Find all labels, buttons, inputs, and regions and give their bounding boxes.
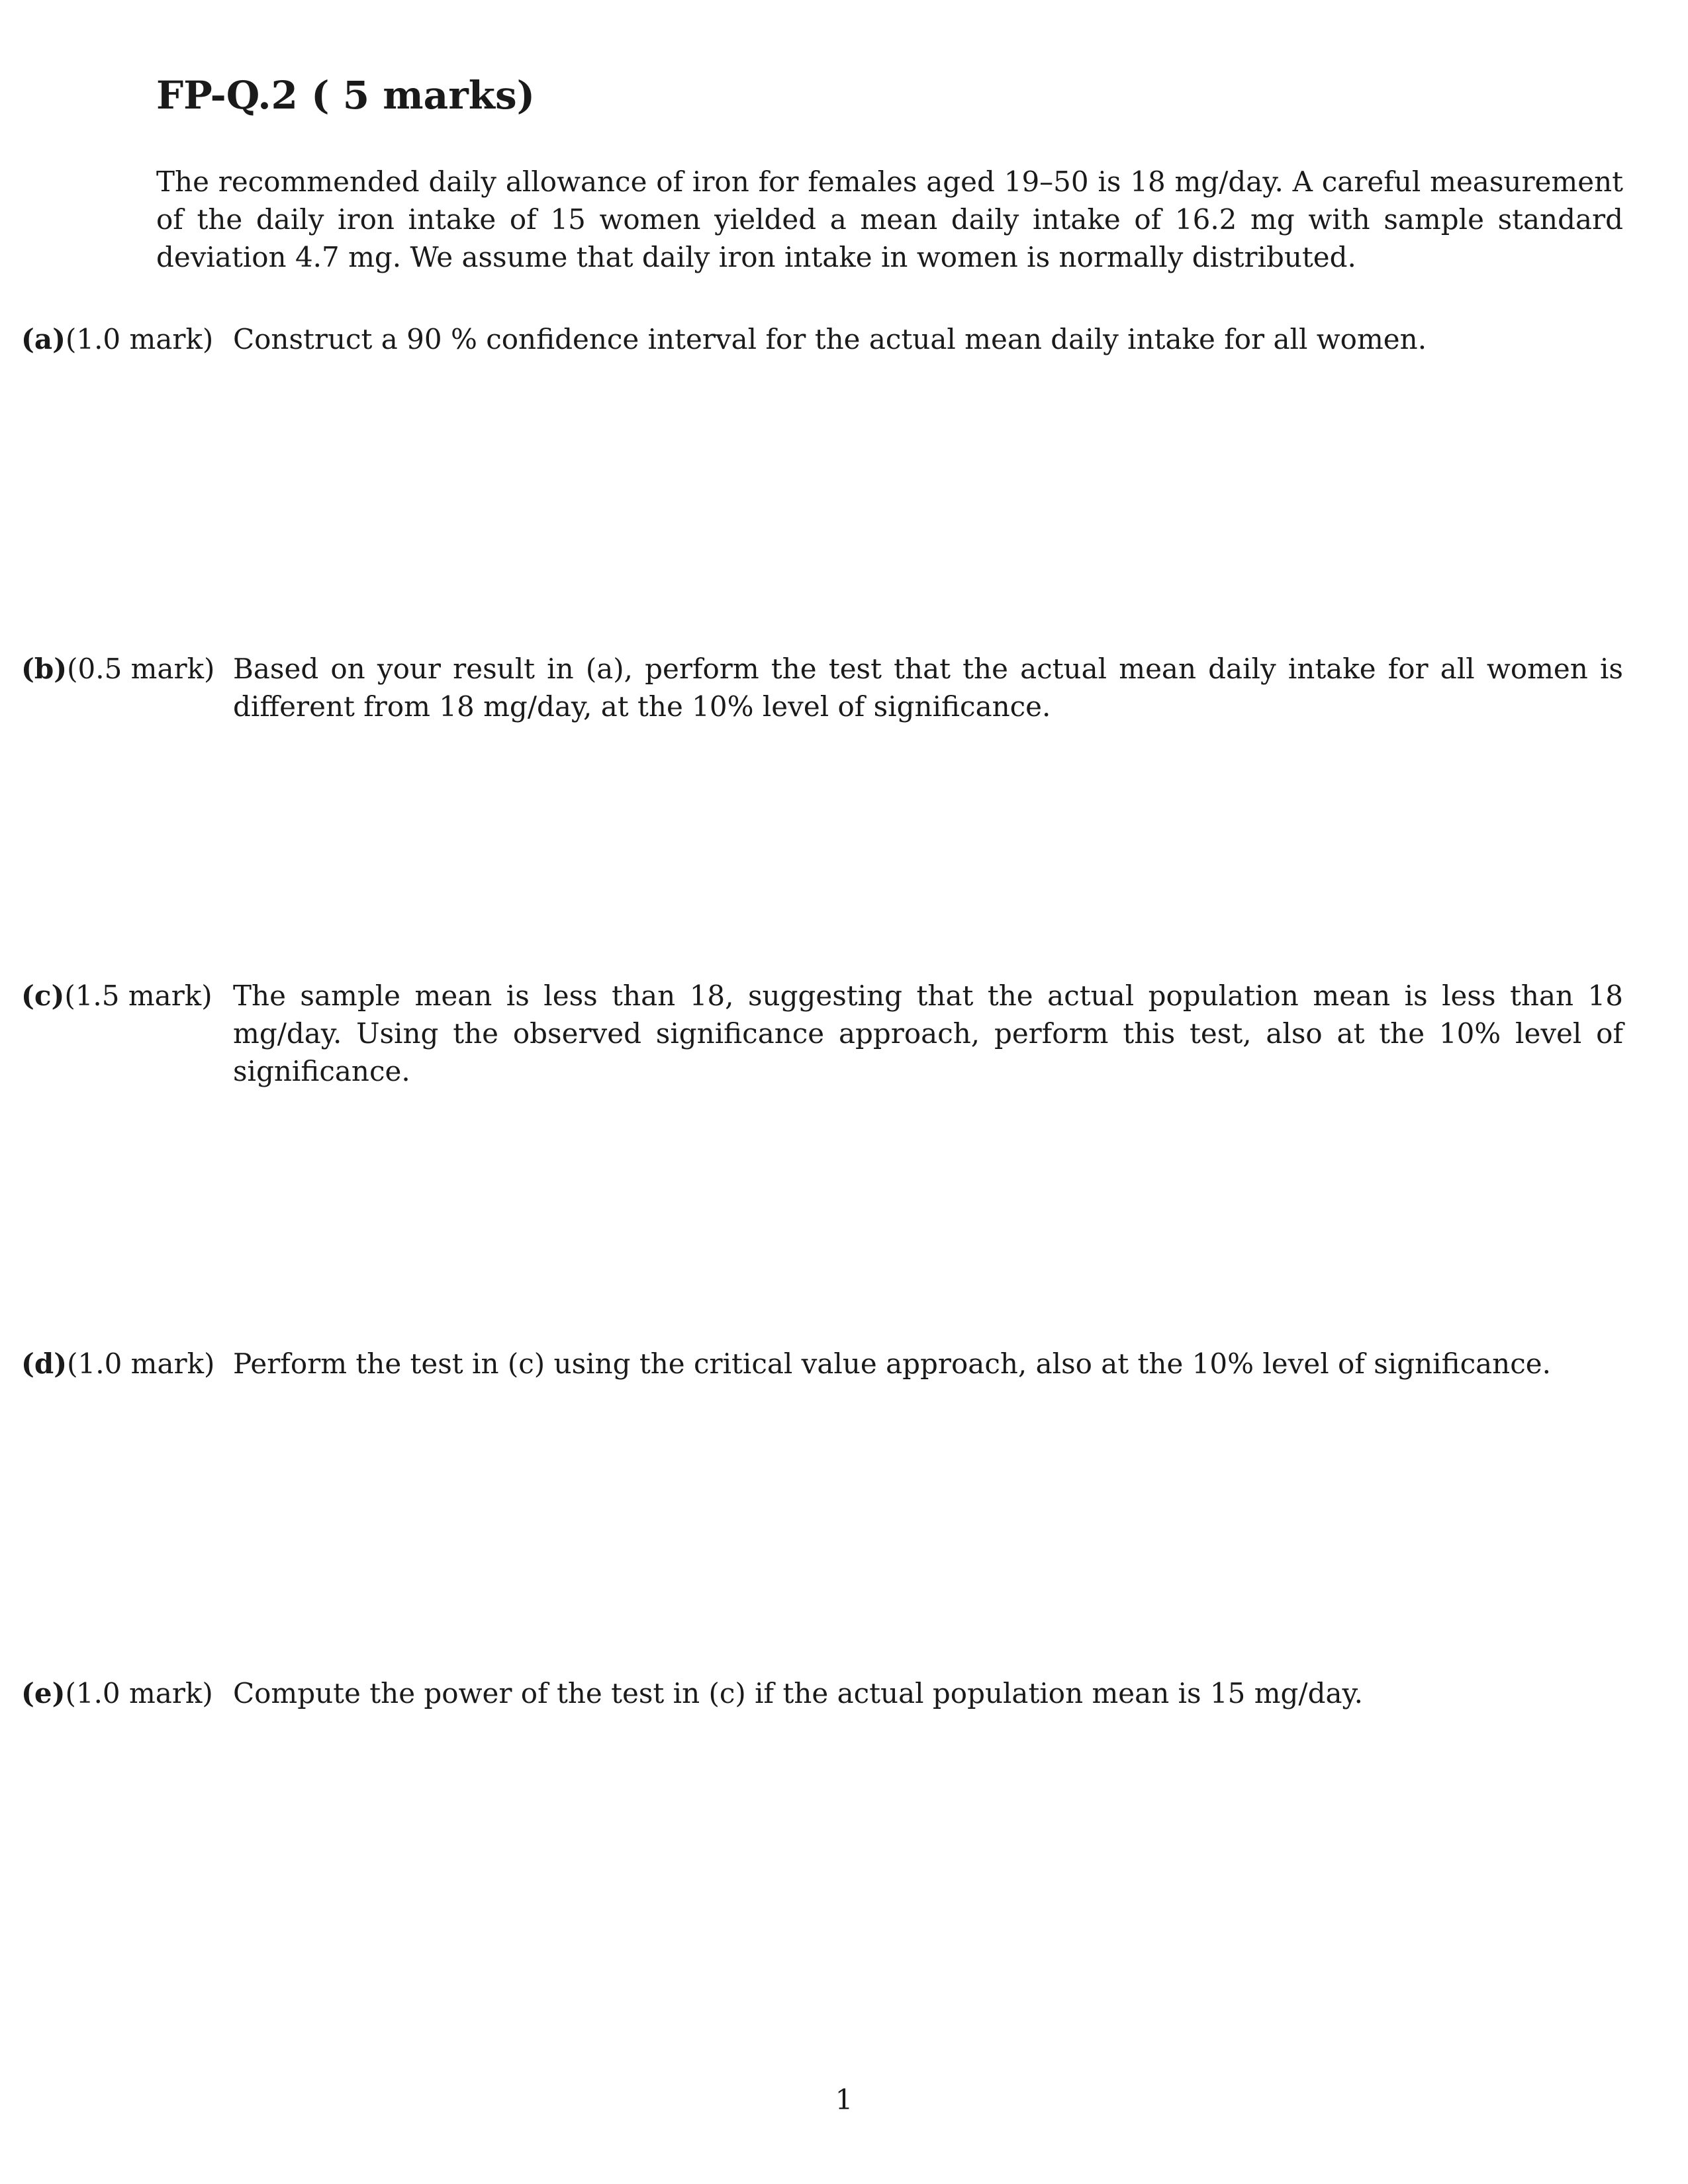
part-label xyxy=(21,320,213,358)
part-text: Compute the power of the test in (c) if the actual population mean is 15 mg/day. xyxy=(233,1677,1364,1709)
question-part-a xyxy=(21,320,1623,358)
question-part-b xyxy=(21,650,1623,725)
part-letter: (b) xyxy=(21,653,68,685)
part-letter: (d) xyxy=(21,1347,68,1380)
part-label xyxy=(21,650,214,688)
part-label xyxy=(21,1674,213,1712)
question-part-d xyxy=(21,1345,1623,1383)
part-text: Based on your result in (a), perform the test that the actual mean daily intake for all women is different from 18 mg/day, at the 10% level of significance. xyxy=(233,653,1623,723)
question-part-c xyxy=(21,977,1623,1090)
part-marks: (1.5 mark) xyxy=(64,979,212,1012)
question-title: FP-Q.2 ( 5 marks) xyxy=(156,73,536,118)
part-marks: (1.0 mark) xyxy=(67,1347,215,1380)
part-text: The sample mean is less than 18, suggesting that the actual population mean is less than 18 mg/day. Using the observed significance approach, perform this test, also at the 10% level of significance. xyxy=(233,979,1623,1087)
part-marks: (0.5 mark) xyxy=(67,653,215,685)
part-letter: (c) xyxy=(21,979,65,1012)
part-letter: (e) xyxy=(21,1677,66,1709)
part-text: Construct a 90 % confidence interval for the actual mean daily intake for all women. xyxy=(233,323,1427,355)
part-label xyxy=(21,977,212,1015)
part-text: Perform the test in (c) using the critical value approach, also at the 10% level of significance. xyxy=(233,1347,1551,1380)
part-marks: (1.0 mark) xyxy=(65,1677,213,1709)
part-label xyxy=(21,1345,214,1383)
part-letter: (a) xyxy=(21,323,66,355)
part-marks: (1.0 mark) xyxy=(65,323,214,355)
page-number: 1 xyxy=(835,2083,853,2116)
question-intro: The recommended daily allowance of iron for females aged 19–50 is 18 mg/day. A careful measurement of the daily iron intake of 15 women yielded a mean daily intake of 16.2 mg with sample standard deviation 4.7 mg. We assume that daily iron intake in women is normally distributed. xyxy=(156,165,1623,273)
question-part-e xyxy=(21,1674,1623,1712)
